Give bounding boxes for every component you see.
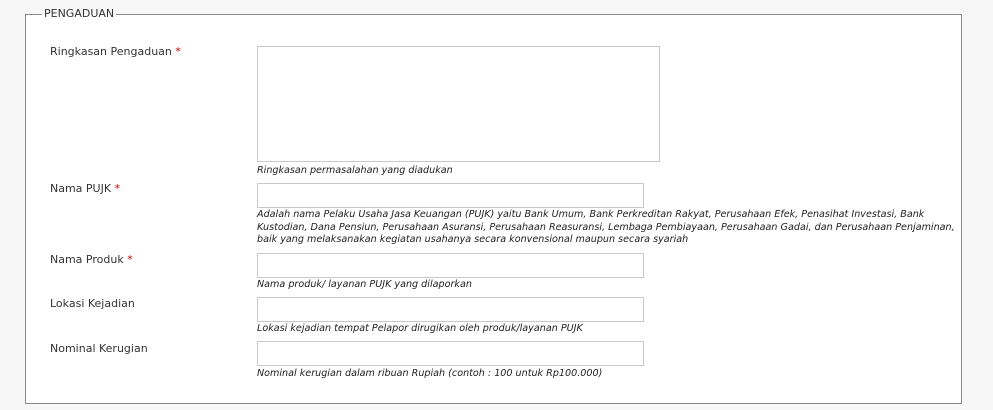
lokasi-kejadian-input[interactable] bbox=[257, 297, 644, 322]
lokasi-kejadian-label-text: Lokasi Kejadian bbox=[50, 297, 135, 310]
ringkasan-pengaduan-hint: Ringkasan permasalahan yang diadukan bbox=[257, 165, 453, 176]
pengaduan-legend: PENGADUAN bbox=[44, 7, 115, 20]
nama-produk-input[interactable] bbox=[257, 253, 644, 278]
ringkasan-pengaduan-label-text: Ringkasan Pengaduan bbox=[50, 45, 172, 58]
nama-pujk-label-text: Nama PUJK bbox=[50, 182, 112, 195]
nominal-kerugian-label-text: Nominal Kerugian bbox=[50, 342, 148, 355]
nominal-kerugian-input[interactable] bbox=[257, 341, 644, 366]
ringkasan-pengaduan-label bbox=[50, 45, 181, 59]
nama-produk-label bbox=[50, 253, 133, 267]
lokasi-kejadian-label bbox=[50, 297, 135, 311]
nominal-kerugian-hint: Nominal kerugian dalam ribuan Rupiah (contoh : 100 untuk Rp100.000) bbox=[257, 368, 603, 379]
lokasi-kejadian-hint: Lokasi kejadian tempat Pelapor dirugikan oleh produk/layanan PUJK bbox=[257, 323, 583, 334]
required-marker: * bbox=[114, 182, 121, 195]
nama-pujk-label bbox=[50, 182, 120, 196]
nama-produk-hint: Nama produk/ layanan PUJK yang dilaporkan bbox=[257, 279, 472, 290]
nama-pujk-input[interactable] bbox=[257, 183, 644, 208]
required-marker: * bbox=[175, 45, 181, 58]
nominal-kerugian-label bbox=[50, 342, 148, 356]
nama-produk-label-text: Nama Produk bbox=[50, 253, 124, 266]
nama-pujk-hint: Adalah nama Pelaku Usaha Jasa Keuangan (PUJK) yaitu Bank Umum, Bank Perkreditan Rakyat, Perusahaan Efek, Penasihat Investasi, Bank Kustodian, Dana Pensiun, Perusahaan Asuransi, Perusahaan Reasuransi, Lembaga Pembiayaan, Perusahaan Gadai, dan Perusahaan Penjaminan, baik yang melaksanakan kegiatan usahanya secara konvensional maupun secara syariah bbox=[257, 209, 955, 245]
ringkasan-pengaduan-textarea[interactable] bbox=[257, 46, 660, 162]
required-marker: * bbox=[127, 253, 133, 266]
